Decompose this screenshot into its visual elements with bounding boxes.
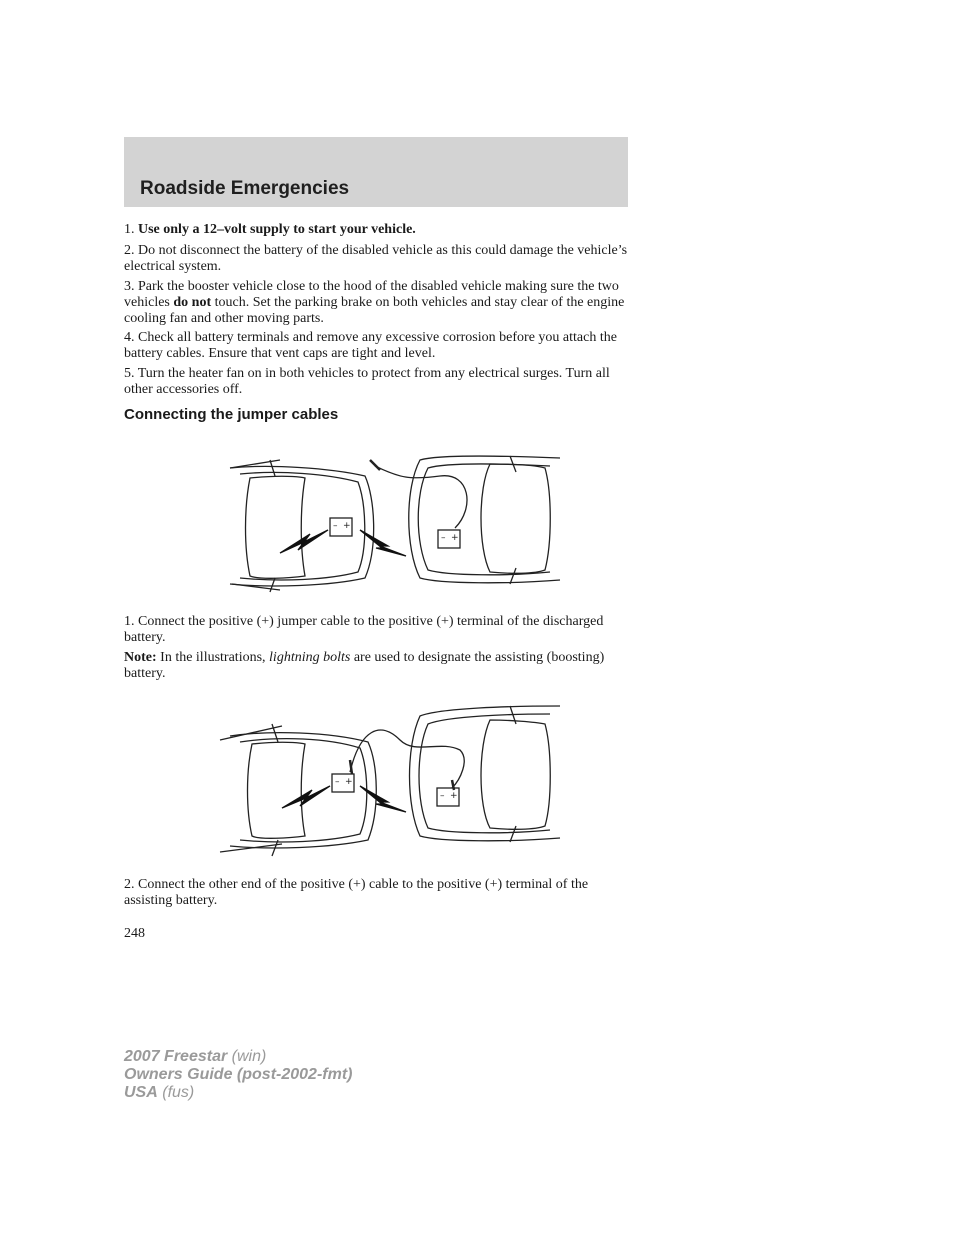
step-4: 4. Check all battery terminals and remove any excessive corrosion before you attach the battery cables. Ensure that vent caps are tight and level. xyxy=(124,330,617,361)
step-1: 1. Use only a 12–volt supply to start your vehicle. xyxy=(124,222,416,237)
lightning-bolt-icon xyxy=(282,786,330,808)
footer-line-3: USA (fus) xyxy=(124,1084,195,1101)
svg-text:+: + xyxy=(451,533,459,543)
svg-text:–: – xyxy=(440,791,445,801)
document-footer xyxy=(124,1048,352,1102)
jumper-cable xyxy=(375,466,467,528)
jumper-figure-2 xyxy=(210,700,570,865)
lightning-bolt-icon xyxy=(280,530,328,553)
page-number: 248 xyxy=(124,926,145,941)
note: Note: In the illustrations, lightning bolts are used to designate the assisting (boosting) battery. xyxy=(124,650,605,681)
svg-text:+: + xyxy=(345,777,353,787)
step-1-bold: Use only a 12–volt supply to start your vehicle. xyxy=(138,222,416,237)
jumper-figure-1 xyxy=(210,438,570,608)
svg-text:+: + xyxy=(343,521,351,531)
svg-text:–: – xyxy=(333,521,338,531)
jumper-cable xyxy=(350,730,464,788)
connect-step-1: 1. Connect the positive (+) jumper cable to the positive (+) terminal of the discharged battery. xyxy=(124,614,604,645)
lightning-bolt-icon xyxy=(360,530,406,556)
footer-line-1: 2007 Freestar (win) xyxy=(124,1048,267,1065)
booster-vehicle-illustration xyxy=(409,456,560,584)
step-5: 5. Turn the heater fan on in both vehicles to protect from any electrical surges. Turn all other accessories off. xyxy=(124,366,610,397)
disabled-vehicle-illustration xyxy=(220,724,376,856)
section-title: Roadside Emergencies xyxy=(140,178,350,199)
svg-text:+: + xyxy=(450,791,458,801)
footer-line-2: Owners Guide (post-2002-fmt) xyxy=(124,1066,353,1083)
step-2: 2. Do not disconnect the battery of the disabled vehicle as this could damage the vehicle’s electrical system. xyxy=(124,243,628,274)
section-header-band xyxy=(124,137,628,207)
connect-step-2: 2. Connect the other end of the positive (+) cable to the positive (+) terminal of the assisting battery. xyxy=(124,877,589,908)
subsection-title: Connecting the jumper cables xyxy=(124,406,339,423)
cable-clamp xyxy=(370,460,380,470)
booster-vehicle-illustration xyxy=(410,706,561,842)
svg-text:–: – xyxy=(441,533,446,543)
svg-text:–: – xyxy=(335,777,340,787)
step-3: 3. Park the booster vehicle close to the hood of the disabled vehicle making sure the two vehicles do not touch. Set the parking brake on both vehicles and stay clear of the engine cooling fan and other moving parts. xyxy=(124,279,625,326)
